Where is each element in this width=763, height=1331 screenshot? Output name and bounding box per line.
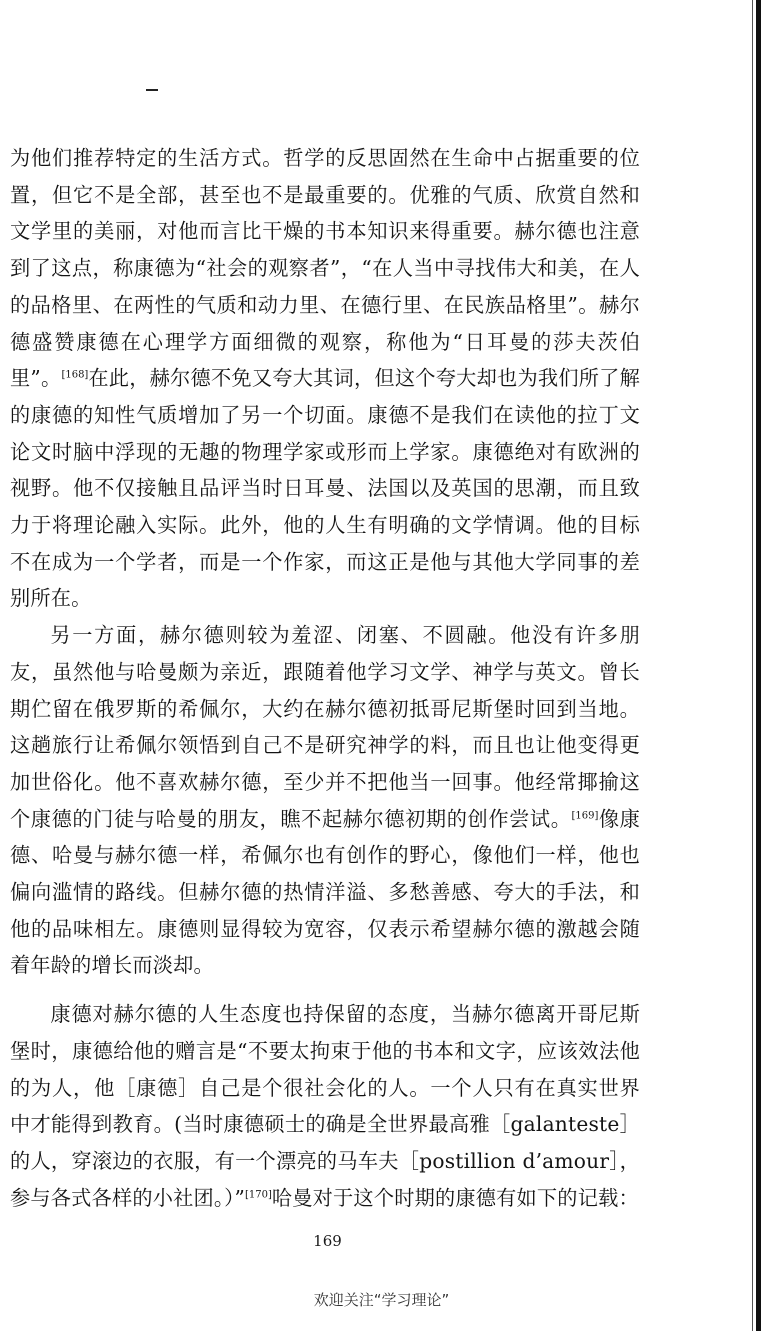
paragraph-text: 在此，赫尔德不免又夸大其词，但这个夸大却也为我们所了解的康德的知性气质增加了另一个切面。康德不是我们在读他的拉丁文论文时脑中浮现的无趣的物理学家或形而上学家。康德绝对有欧洲的视野。他不仅接触且品评当时日耳曼、法国以及英国的思潮，而且致力于将理论融入实际。此外，他的人生有明确的文学情调。他的目标不在成为一个学者，而是一个作家，而这正是他与其他大学同事的差别所在。: [10, 366, 641, 611]
paragraph-text: 为他们推荐特定的生活方式。哲学的反思固然在生命中占据重要的位置，但它不是全部，甚至也不是最重要的。优雅的气质、欣赏自然和文学里的美丽，对他而言比干燥的书本知识来得重要。赫尔德也注意到了这点，称康德为“社会的观察者”，“在人当中寻找伟大和美，在人的品格里、在两性的气质和动力里、在德行里、在民族品格里”。赫尔德盛赞康德在心理学方面细微的观察，称他为“日耳曼的莎夫茨伯里”。: [10, 146, 640, 391]
scan-border-line: [752, 0, 753, 1331]
page-number: 169: [313, 1232, 342, 1250]
scan-border-edge: [756, 0, 761, 1331]
paragraph-text: 像康德、哈曼与赫尔德一样，希佩尔也有创作的野心，像他们一样，他也偏向滥情的路线。但赫尔德的热情洋溢、多愁善感、夸大的手法，和他的品味相左。康德则显得较为宽容，仅表示希望赫尔德的激越会随着年龄的增长而淡却。: [10, 806, 640, 978]
paragraph-text: 哈曼对于这个时期的康德有如下的记载：: [271, 1185, 639, 1210]
paragraph-text: 康德对赫尔德的人生态度也持保留的态度，当赫尔德离开哥尼斯堡时，康德给他的赠言是“不要太拘束于他的书本和文字，应该效法他的为人，他［康德］自己是个很社会化的人。一个人只有在真实世界中才能得到教育。(当时康德硕士的确是全世界最高雅［galanteste］的人，穿滚边的衣服，有一个漂亮的马车夫［postillion d’amour］，参与各式各样的小社团。）”: [10, 1002, 640, 1210]
footnote-ref-169[interactable]: [169]: [571, 809, 599, 821]
footer-text: 欢迎关注“学习理论”: [313, 1291, 450, 1309]
paragraph-2: [10, 617, 640, 984]
footnote-ref-168[interactable]: [168]: [61, 369, 89, 381]
footnote-ref-170[interactable]: [170]: [244, 1188, 272, 1200]
paragraph-1: [10, 140, 640, 617]
body-text: [10, 140, 640, 1216]
paragraph-text: 另一方面，赫尔德则较为羞涩、闭塞、不圆融。他没有许多朋友，虽然他与哈曼颇为亲近，跟随着他学习文学、神学与英文。曾长期伫留在俄罗斯的希佩尔，大约在赫尔德初抵哥尼斯堡时回到当地。这趟旅行让希佩尔领悟到自己不是研究神学的料，而且也让他变得更加世俗化。他不喜欢赫尔德，至少并不把他当一回事。他经常揶揄这个康德的门徒与哈曼的朋友，瞧不起赫尔德初期的创作尝试。: [10, 623, 640, 831]
paragraph-3: [10, 996, 640, 1216]
scan-artifact-mark: [146, 89, 158, 91]
